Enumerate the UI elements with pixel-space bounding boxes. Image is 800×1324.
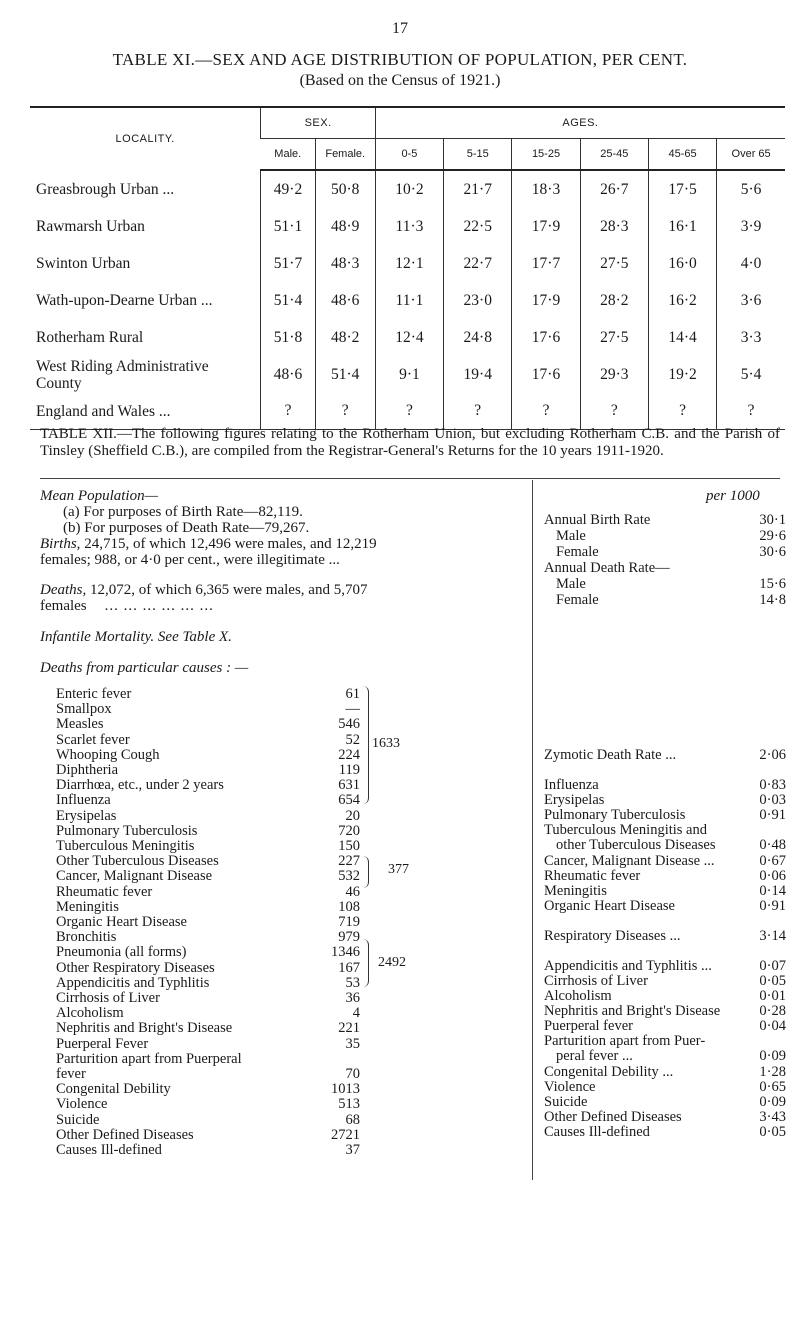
female-cell: 48·9	[315, 208, 375, 245]
cause-rate-label: Puerperal fever	[544, 1018, 633, 1034]
table-xii-intro-text: TABLE XII.—The following figures relating to the Rotherham Union, but excluding Rotherham C.B. and the Parish of Tinsley (Sheffield C.B.), are compiled from the Registrar-General's Returns for the 10 years 1911-1920.	[40, 426, 780, 459]
deaths-text: 12,072, of which 6,365 were males, and 5,707	[86, 582, 368, 598]
cause-name: Bronchitis	[56, 929, 117, 946]
male-cell: 51·8	[261, 319, 315, 356]
cause-value: 221	[338, 1020, 360, 1037]
cause-value: 36	[345, 990, 360, 1006]
cause-row	[56, 1142, 360, 1159]
locality-cell: Swinton Urban	[36, 255, 131, 272]
deaths-label: Deaths,	[40, 582, 87, 598]
zymotic-brace	[362, 686, 369, 804]
cause-name: Puerperal Fever	[56, 1035, 149, 1052]
age-cell: 17·9	[512, 208, 580, 245]
cause-rate-value: 1·28	[759, 1064, 786, 1080]
sex-header: SEX.	[261, 107, 375, 139]
cause-name: Whooping Cough	[56, 746, 160, 763]
male-cell: 51·1	[261, 208, 315, 245]
age-cell: 28·3	[580, 208, 648, 245]
age-cell: 27·5	[580, 245, 648, 282]
cause-name: Other Respiratory Diseases	[56, 959, 215, 976]
per-1000-label: per 1000	[706, 488, 760, 504]
cause-name: Alcoholism	[56, 1005, 124, 1022]
male-cell: 48·6	[261, 356, 315, 393]
female-cell: 48·6	[315, 282, 375, 319]
age-cell: 3·3	[717, 319, 785, 356]
table-row	[30, 319, 785, 356]
cause-value: 227	[338, 853, 360, 870]
female-cell: 51·4	[315, 356, 375, 393]
age-cell: ?	[512, 393, 580, 430]
female-header: Female.	[315, 139, 375, 171]
cause-name: Cancer, Malignant Disease	[56, 868, 213, 885]
cause-name: Cirrhosis of Liver	[56, 990, 160, 1006]
locality-cell: Rotherham Rural	[36, 329, 144, 346]
ages-header: AGES.	[375, 107, 785, 139]
cause-value: 119	[338, 762, 360, 778]
rate-row	[556, 576, 786, 593]
male-cell: ?	[261, 393, 315, 430]
age-cell: ?	[648, 393, 716, 430]
age-cell: 28·2	[580, 282, 648, 319]
cause-rate-label: Organic Heart Disease	[544, 898, 675, 914]
cause-name: Measles	[56, 716, 104, 733]
rate-value: 29·6	[759, 528, 786, 544]
cause-value: 68	[345, 1111, 360, 1128]
cause-value: 654	[338, 792, 360, 809]
cause-rate-value: 0·67	[759, 853, 786, 869]
age-cell: 17·6	[512, 319, 580, 356]
respiratory-brace	[362, 939, 369, 987]
age-cell: 26·7	[580, 170, 648, 208]
age-cell: 22·7	[444, 245, 512, 282]
cause-rate-label: Tuberculous Meningitis and	[544, 822, 707, 838]
rate-row	[556, 544, 786, 561]
cause-rate-value: 0·91	[759, 898, 786, 914]
female-cell: 48·2	[315, 319, 375, 356]
cause-name: Diphtheria	[56, 762, 119, 778]
respiratory-total: 2492	[378, 955, 406, 970]
female-cell: ?	[315, 393, 375, 430]
cause-rate-label: Appendicitis and Typhlitis ...	[544, 958, 712, 974]
cause-name: Meningitis	[56, 898, 119, 915]
cause-name: Appendicitis and Typhlitis	[56, 974, 210, 991]
age-cell: 24·8	[444, 319, 512, 356]
table-row	[30, 393, 785, 430]
table-xii-intro	[40, 426, 780, 460]
cause-name: Other Defined Diseases	[56, 1126, 194, 1143]
cause-rate-value: 0·04	[759, 1018, 786, 1034]
cause-value: 1346	[331, 944, 360, 961]
cause-rate-label: Parturition apart from Puer-	[544, 1033, 706, 1049]
age-cell: 5·4	[717, 356, 785, 393]
cause-rate-label: Pulmonary Tuberculosis	[544, 807, 686, 823]
male-cell: 51·4	[261, 282, 315, 319]
rate-label: Annual Birth Rate	[544, 512, 651, 528]
age-cell: 3·6	[717, 282, 785, 319]
zymotic-total: 1633	[372, 736, 400, 751]
infantile-see: See Table X.	[154, 629, 232, 645]
age-cell: 29·3	[580, 356, 648, 393]
age-cell: 27·5	[580, 319, 648, 356]
births-label: Births,	[40, 536, 81, 552]
rate-row	[544, 560, 786, 577]
cause-name: Pulmonary Tuberculosis	[56, 822, 198, 839]
rate-row	[556, 528, 786, 545]
cause-value: 720	[338, 822, 360, 839]
rate-label: Female	[556, 544, 599, 560]
locality-cell: Wath-upon-Dearne Urban ...	[36, 292, 213, 309]
age-cell: 19·2	[648, 356, 716, 393]
cause-value: 70	[345, 1066, 360, 1082]
cause-value: 719	[338, 914, 360, 930]
age-cell: 16·0	[648, 245, 716, 282]
cause-name: Scarlet fever	[56, 731, 130, 748]
cause-name: Smallpox	[56, 701, 112, 718]
age-cell: 22·5	[444, 208, 512, 245]
cause-name: Suicide	[56, 1111, 100, 1128]
age-cell: 17·6	[512, 356, 580, 393]
age-cell: 10·2	[375, 170, 443, 208]
cause-value: 631	[338, 777, 360, 794]
cause-value: —	[345, 701, 360, 718]
births-text: 24,715, of which 12,496 were males, and 12,219	[80, 536, 377, 552]
cause-rate-label: Respiratory Diseases ...	[544, 928, 681, 944]
table-row	[30, 282, 785, 319]
cause-name: Congenital Debility	[56, 1081, 171, 1098]
rate-value: 30·1	[759, 512, 786, 528]
cause-name: Enteric fever	[56, 686, 132, 702]
age-header: 15-25	[512, 139, 580, 171]
age-cell: 17·7	[512, 245, 580, 282]
cause-value: 2721	[331, 1126, 360, 1143]
cause-rate-value: 0·03	[759, 792, 786, 808]
cause-rate-label: Influenza	[544, 777, 599, 793]
cause-value: 167	[338, 959, 360, 976]
locality-cell: Rawmarsh Urban	[36, 218, 145, 235]
age-header: 45-65	[648, 139, 716, 171]
cause-value: 61	[345, 686, 360, 702]
female-cell: 48·3	[315, 245, 375, 282]
cause-rate-row	[544, 898, 786, 915]
age-cell: 14·4	[648, 319, 716, 356]
deaths-line-1	[40, 582, 367, 598]
cause-value: 546	[338, 716, 360, 733]
locality-header: LOCALITY.	[30, 107, 261, 170]
cause-rate-value: 0·48	[759, 837, 786, 853]
cause-rate-value: 0·91	[759, 807, 786, 823]
age-cell: 23·0	[444, 282, 512, 319]
cause-rate-label: peral fever ...	[556, 1048, 633, 1064]
births-line-2: females; 988, or 4·0 per cent., were illegitimate ...	[40, 552, 340, 568]
rate-value: 30·6	[759, 544, 786, 560]
cause-rate-value: 0·09	[759, 1094, 786, 1110]
age-cell: 5·6	[717, 170, 785, 208]
cause-value: 979	[338, 929, 360, 946]
cause-name: fever	[56, 1066, 86, 1082]
table-xi-subtitle: (Based on the Census of 1921.)	[299, 72, 501, 89]
cause-value: 224	[338, 746, 360, 763]
cause-rate-row	[544, 1124, 786, 1141]
cause-rate-label: Meningitis	[544, 883, 607, 899]
cause-rate-value: 0·01	[759, 988, 786, 1004]
age-header: 25-45	[580, 139, 648, 171]
table-xi-title: TABLE XI.—SEX AND AGE DISTRIBUTION OF POPULATION, PER CENT.	[112, 50, 688, 69]
rate-label: Male	[556, 576, 586, 592]
cause-name: Influenza	[56, 792, 111, 809]
age-cell: 21·7	[444, 170, 512, 208]
table-row	[30, 170, 785, 208]
cause-value: 52	[345, 731, 360, 748]
age-cell: 11·1	[375, 282, 443, 319]
cause-name: Erysipelas	[56, 807, 117, 824]
cause-value: 20	[345, 807, 360, 824]
cause-rate-label: Zymotic Death Rate ...	[544, 747, 677, 763]
age-cell: 3·9	[717, 208, 785, 245]
locality-cell: England and Wales ...	[30, 393, 261, 430]
table-row	[30, 356, 785, 393]
cause-rate-value: 3·14	[759, 928, 786, 944]
age-cell: 11·3	[375, 208, 443, 245]
cause-rate-label: other Tuberculous Diseases	[556, 837, 716, 853]
cause-value: 53	[345, 974, 360, 991]
cause-rate-value: 0·09	[759, 1048, 786, 1064]
column-divider	[532, 480, 533, 1180]
age-cell: ?	[444, 393, 512, 430]
cause-rate-row	[544, 928, 786, 945]
age-cell: 12·4	[375, 319, 443, 356]
cause-name: Causes Ill-defined	[56, 1142, 162, 1158]
rate-label: Annual Death Rate—	[544, 560, 670, 576]
births-line-1	[40, 536, 377, 552]
cause-name: Organic Heart Disease	[56, 914, 187, 930]
table-row	[30, 245, 785, 282]
deaths-line-2: females ... ... ... ... ... ...	[40, 598, 214, 614]
cause-name: Rheumatic fever	[56, 883, 153, 900]
rate-value: 14·8	[759, 592, 786, 608]
cause-rate-label: Erysipelas	[544, 792, 605, 808]
age-header: 0-5	[375, 139, 443, 171]
locality-cell: West Riding Administrative County	[36, 357, 209, 392]
age-cell: 4·0	[717, 245, 785, 282]
cause-value: 35	[345, 1035, 360, 1052]
age-cell: 16·1	[648, 208, 716, 245]
age-header: 5-15	[444, 139, 512, 171]
age-cell: 12·1	[375, 245, 443, 282]
age-cell: ?	[375, 393, 443, 430]
cause-rate-label: Cirrhosis of Liver	[544, 973, 648, 989]
cause-rate-value: 0·06	[759, 868, 786, 884]
causes-heading: Deaths from particular causes : —	[40, 660, 249, 676]
rate-row	[556, 592, 786, 609]
male-cell: 49·2	[261, 170, 315, 208]
cause-name: Other Tuberculous Diseases	[56, 853, 219, 870]
rate-value: 15·6	[759, 576, 786, 592]
cause-value: 4	[352, 1005, 360, 1022]
cause-rate-value: 2·06	[759, 747, 786, 763]
age-cell: ?	[717, 393, 785, 430]
tuberculous-total: 377	[388, 862, 409, 877]
cause-name: Parturition apart from Puerperal	[56, 1050, 242, 1067]
cause-name: Tuberculous Meningitis	[56, 838, 195, 854]
female-cell: 50·8	[315, 170, 375, 208]
cause-rate-value: 3·43	[759, 1109, 786, 1125]
age-cell: 16·2	[648, 282, 716, 319]
cause-rate-label: Alcoholism	[544, 988, 612, 1004]
cause-name: Violence	[56, 1096, 108, 1113]
age-cell: 18·3	[512, 170, 580, 208]
locality-cell: Greasbrough Urban ...	[36, 180, 175, 198]
deaths-females: females	[40, 598, 87, 614]
page-number: 17	[392, 20, 408, 37]
cause-rate-label: Cancer, Malignant Disease ...	[544, 853, 715, 869]
cause-value: 1013	[331, 1081, 360, 1098]
cause-rate-label: Nephritis and Bright's Disease	[544, 1003, 721, 1019]
cause-value: 513	[338, 1096, 360, 1113]
age-cell: 9·1	[375, 356, 443, 393]
infantile-label: Infantile Mortality.	[40, 629, 155, 645]
mean-population-a: (a) For purposes of Birth Rate—82,119.	[63, 504, 303, 520]
cause-rate-value: 0·07	[759, 958, 786, 974]
cause-name: Diarrhœa, etc., under 2 years	[56, 777, 224, 794]
cause-rate-label: Suicide	[544, 1094, 588, 1110]
mean-population-b: (b) For purposes of Death Rate—79,267.	[63, 520, 310, 536]
cause-value: 108	[338, 898, 360, 915]
cause-value: 37	[345, 1142, 360, 1158]
cause-rate-label: Violence	[544, 1079, 596, 1095]
cause-rate-value: 0·65	[759, 1079, 786, 1095]
cause-rate-row	[556, 1048, 786, 1065]
cause-rate-label: Causes Ill-defined	[544, 1124, 650, 1140]
table-row	[30, 208, 785, 245]
age-cell: 19·4	[444, 356, 512, 393]
cause-rate-value: 0·83	[759, 777, 786, 793]
cause-value: 150	[338, 838, 360, 854]
cause-value: 532	[338, 868, 360, 885]
cause-rate-row	[556, 837, 786, 854]
age-cell: ?	[580, 393, 648, 430]
cause-rate-label: Other Defined Diseases	[544, 1109, 682, 1125]
cause-name: Nephritis and Bright's Disease	[56, 1020, 233, 1037]
table-xi	[30, 106, 785, 430]
cause-name: Pneumonia (all forms)	[56, 944, 187, 961]
divider	[40, 478, 780, 479]
age-header: Over 65	[717, 139, 785, 171]
mean-population-label: Mean Population—	[40, 488, 158, 504]
cause-rate-value: 0·28	[759, 1003, 786, 1019]
rate-label: Female	[556, 592, 599, 608]
cause-rate-row	[544, 747, 786, 764]
cause-rate-value: 0·14	[759, 883, 786, 899]
cause-rate-label: Congenital Debility ...	[544, 1064, 674, 1080]
cause-rate-value: 0·05	[759, 1124, 786, 1140]
cause-value: 46	[345, 883, 360, 900]
male-header: Male.	[261, 139, 315, 171]
age-cell: 17·5	[648, 170, 716, 208]
rate-row	[544, 512, 786, 529]
cause-rate-value: 0·05	[759, 973, 786, 989]
age-cell: 17·9	[512, 282, 580, 319]
infantile-mortality	[40, 629, 232, 645]
male-cell: 51·7	[261, 245, 315, 282]
tuberculous-brace	[362, 856, 369, 888]
cause-rate-label: Rheumatic fever	[544, 868, 641, 884]
rate-label: Male	[556, 528, 586, 544]
